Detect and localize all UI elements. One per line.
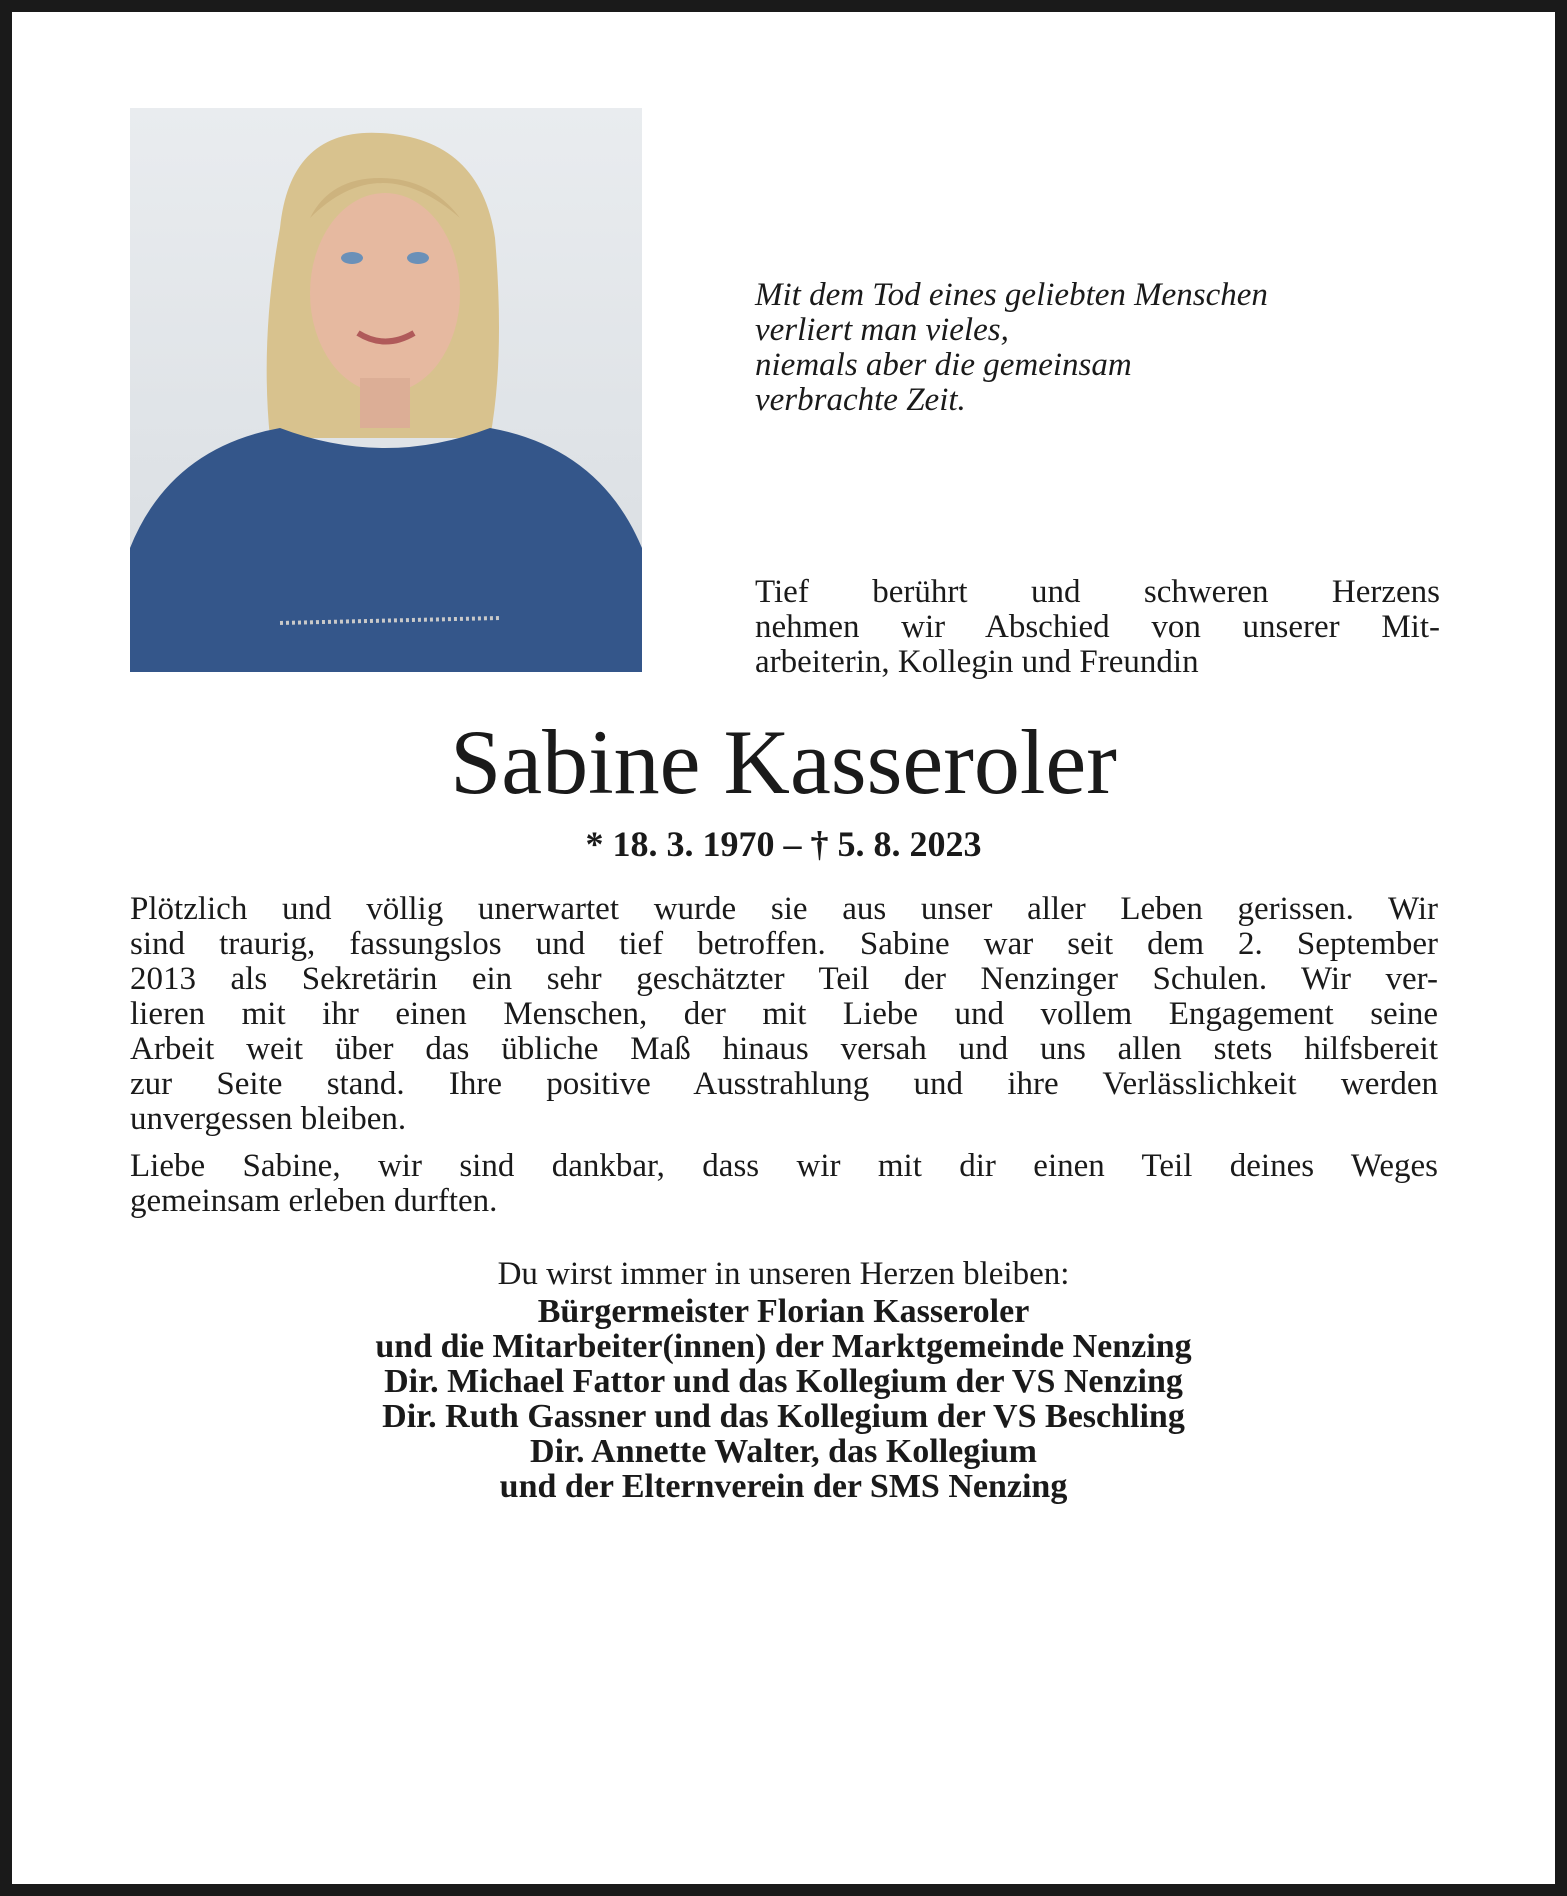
signer: und der Elternverein der SMS Nenzing <box>499 1468 1068 1505</box>
quote-line: Mit dem Tod eines geliebten Menschen <box>755 277 1268 313</box>
body-line: 2013 als Sekretärin ein sehr geschätzter Teil der Nenzinger Schulen. Wir ver- <box>130 961 1438 997</box>
intro-line: nehmen wir Abschied von unserer Mit- <box>755 609 1440 645</box>
life-dates: * 18. 3. 1970 – † 5. 8. 2023 <box>585 824 982 864</box>
body-line: sind traurig, fassungslos und tief betroffen. Sabine war seit dem 2. September <box>130 926 1438 962</box>
intro-line: arbeiterin, Kollegin und Freundin <box>755 644 1199 680</box>
deceased-name: Sabine Kasseroler <box>450 711 1117 813</box>
body-line: zur Seite stand. Ihre positive Ausstrahlung und ihre Verlässlichkeit werden <box>130 1066 1438 1102</box>
portrait-photo <box>130 108 642 672</box>
intro-line: Tief berührt und schweren Herzens <box>755 574 1440 610</box>
signer: Dir. Michael Fattor und das Kollegium der VS Nenzing <box>384 1363 1183 1400</box>
quote-line: verliert man vieles, <box>755 312 1009 348</box>
signer: Bürgermeister Florian Kasseroler <box>537 1293 1030 1330</box>
body-line: gemeinsam erleben durften. <box>130 1183 498 1219</box>
body-line: Liebe Sabine, wir sind dankbar, dass wir mit dir einen Teil deines Weges <box>130 1148 1438 1184</box>
body-text <box>130 892 1438 1219</box>
body-line: Arbeit weit über das übliche Maß hinaus versah und uns allen stets hilfsbereit <box>130 1031 1438 1067</box>
body-line: unvergessen bleiben. <box>130 1101 407 1137</box>
signers-list <box>12 1294 1555 1504</box>
intro-text <box>755 575 1440 680</box>
body-line: Plötzlich und völlig unerwartet wurde sie aus unser aller Leben gerissen. Wir <box>130 891 1438 927</box>
body-line: lieren mit ihr einen Menschen, der mit Liebe und vollem Engagement seine <box>130 996 1438 1032</box>
signer: Dir. Annette Walter, das Kollegium <box>530 1433 1037 1470</box>
closing-line: Du wirst immer in unseren Herzen bleiben: <box>497 1256 1070 1292</box>
memorial-quote <box>755 278 1268 418</box>
signer: Dir. Ruth Gassner und das Kollegium der VS Beschling <box>382 1398 1185 1435</box>
quote-line: niemals aber die gemeinsam <box>755 347 1132 383</box>
quote-line: verbrachte Zeit. <box>755 382 966 418</box>
signer: und die Mitarbeiter(innen) der Marktgemeinde Nenzing <box>375 1328 1192 1365</box>
